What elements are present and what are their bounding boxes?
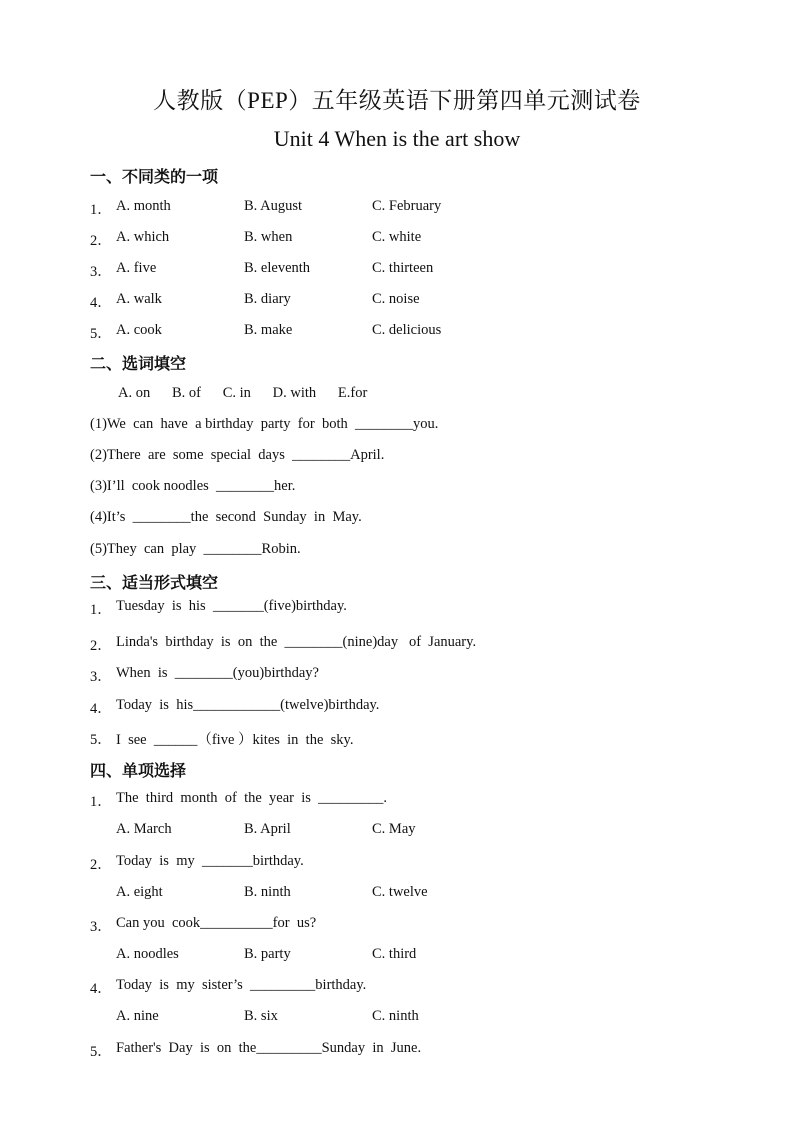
option-c: C. ninth: [372, 1008, 419, 1024]
fill-in-item: (5)They can play ________Robin.: [90, 541, 301, 557]
option-b: B. April: [244, 821, 291, 837]
question-number: 1．: [90, 602, 112, 618]
option-a: A. eight: [116, 884, 163, 900]
question-number: 2．: [90, 233, 112, 249]
option-b: B. eleventh: [244, 260, 311, 276]
option-a: A. month: [116, 198, 171, 214]
question-number: 3．: [90, 669, 112, 685]
question-text: Tuesday is his _______(five)birthday.: [116, 598, 347, 614]
question-number: 1．: [90, 794, 112, 810]
question-number: 3．: [90, 264, 112, 280]
fill-in-item: (3)I’ll cook noodles ________her.: [90, 478, 296, 494]
option-a: A. five: [116, 260, 157, 276]
question-number: 2．: [90, 638, 112, 654]
option-c: C. white: [372, 229, 422, 245]
option-c: C. delicious: [372, 322, 442, 338]
option-b: B. party: [244, 946, 291, 962]
question-number: 1．: [90, 202, 112, 218]
section-heading: 一、不同类的一项: [90, 167, 219, 186]
word-bank: A. on B. of C. in D. with E.for: [118, 385, 368, 401]
fill-in-item: (1)We can have a birthday party for both ________you.: [90, 416, 439, 432]
question-text: The third month of the year is _________.: [116, 790, 388, 806]
option-a: A. nine: [116, 1008, 159, 1024]
question-text: Today is his____________(twelve)birthday.: [116, 697, 380, 713]
question-text: Today is my _______birthday.: [116, 853, 304, 869]
section-heading: 三、适当形式填空: [90, 573, 219, 592]
question-number: 3．: [90, 919, 112, 935]
question-number: 5．: [90, 1044, 112, 1060]
question-number: 2．: [90, 857, 112, 873]
option-b: B. when: [244, 229, 293, 245]
option-a: A. cook: [116, 322, 162, 338]
question-text: Today is my sister’s _________birthday.: [116, 977, 367, 993]
option-b: B. ninth: [244, 884, 291, 900]
option-b: B. six: [244, 1008, 278, 1024]
page-title: 人教版（PEP）五年级英语下册第四单元测试卷: [153, 88, 641, 113]
option-b: B. August: [244, 198, 303, 214]
section-heading: 二、选词填空: [90, 354, 187, 373]
option-a: A. March: [116, 821, 172, 837]
option-a: A. which: [116, 229, 170, 245]
question-text: I see ______（five ）kites in the sky.: [116, 732, 354, 748]
fill-in-item: (2)There are some special days ________April.: [90, 447, 385, 463]
option-b: B. diary: [244, 291, 291, 307]
option-c: C. February: [372, 198, 442, 214]
question-number: 4．: [90, 295, 112, 311]
question-text: Father's Day is on the_________Sunday in June.: [116, 1040, 422, 1056]
option-c: C. twelve: [372, 884, 428, 900]
option-a: A. noodles: [116, 946, 179, 962]
option-c: C. May: [372, 821, 416, 837]
fill-in-item: (4)It’s ________the second Sunday in May.: [90, 509, 362, 525]
option-a: A. walk: [116, 291, 162, 307]
section-heading: 四、单项选择: [90, 761, 187, 780]
page-subtitle: Unit 4 When is the art show: [273, 126, 521, 151]
question-number: 4．: [90, 701, 112, 717]
question-text: Linda's birthday is on the ________(nine)day of January.: [116, 634, 477, 650]
question-number: 5．: [90, 326, 112, 342]
question-number: 4．: [90, 981, 112, 997]
question-text: When is ________(you)birthday?: [116, 665, 319, 681]
option-c: C. noise: [372, 291, 420, 307]
option-b: B. make: [244, 322, 293, 338]
option-c: C. thirteen: [372, 260, 434, 276]
question-text: Can you cook__________for us?: [116, 915, 317, 931]
option-c: C. third: [372, 946, 417, 962]
question-number: 5．: [90, 732, 112, 748]
